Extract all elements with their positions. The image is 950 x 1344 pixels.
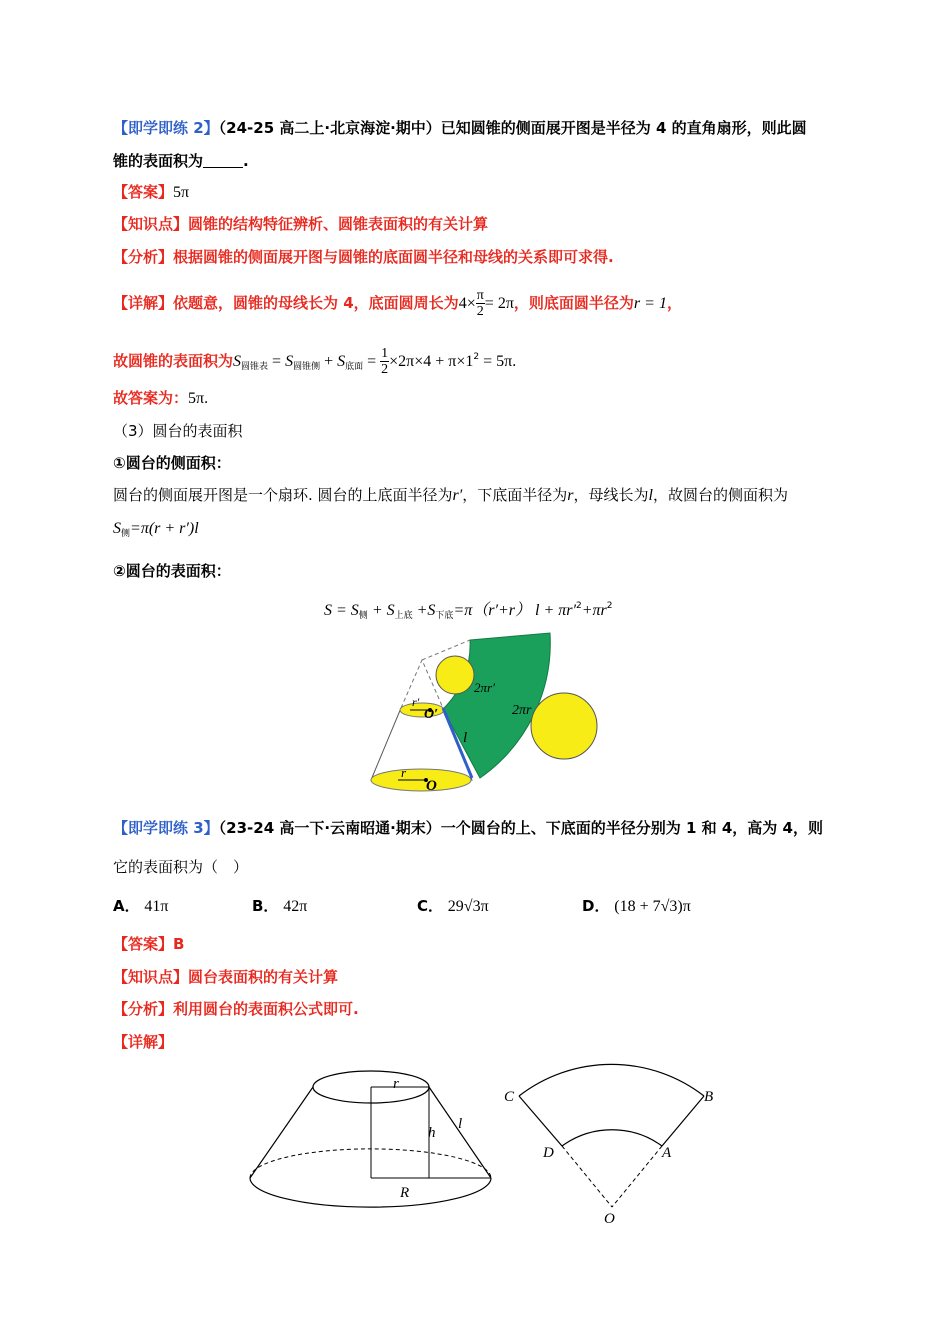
label-h: h <box>428 1125 436 1141</box>
left-slant <box>250 1087 313 1178</box>
option-d-key: D． <box>582 897 610 915</box>
square: 2 <box>473 352 480 362</box>
ex2-question-text: 已知圆锥的侧面展开图是半径为 4 的直角扇形，则此圆 <box>440 119 807 137</box>
ex2-period: . <box>243 152 249 170</box>
ex2-detail-line1 <box>113 288 682 319</box>
label-R: R <box>400 1185 410 1201</box>
plus1: + <box>320 353 338 370</box>
l: l <box>648 487 653 504</box>
ex3-kp-tag: 【知识点】 <box>113 968 189 986</box>
an-text: 根据圆锥的侧面展开图与圆锥的底面圆半径和母线的关系即可求得. <box>173 248 614 266</box>
surf-plus1: + S <box>367 602 395 619</box>
ex3-tag: 【即学即练 3】 <box>113 819 219 837</box>
f2-numerator: 1 <box>381 346 389 361</box>
S-total: S <box>233 353 242 370</box>
ex3-kp-text: 圆台表面积的有关计算 <box>188 968 339 986</box>
sub-side: 侧 <box>121 529 131 539</box>
ex3-an-tag: 【分析】 <box>113 1000 174 1018</box>
eq1: = <box>268 353 286 370</box>
small-circle <box>436 656 474 694</box>
ex2-source: （24-25 高二上·北京海淀·期中） <box>218 119 441 137</box>
right-slant <box>429 1087 491 1178</box>
an-tag: 【分析】 <box>113 248 174 266</box>
answer-tag: 【答案】 <box>113 183 174 201</box>
section-heading: （3）圆台的表面积 <box>113 422 243 440</box>
large-circle <box>531 693 597 759</box>
f1-denominator: 2 <box>476 304 484 319</box>
side-text3: ，母线长为 <box>573 486 649 504</box>
final-end: . <box>204 390 209 407</box>
de1-end: ， <box>666 294 682 312</box>
eq2: = <box>363 353 381 370</box>
r-prime: r′ <box>452 487 463 504</box>
f1-numerator: π <box>476 288 484 303</box>
side-text2: ，下底面半径为 <box>462 486 568 504</box>
ex3-answer-value: B <box>173 935 185 953</box>
option-b[interactable] <box>252 895 307 916</box>
side-area-formula <box>113 518 199 544</box>
de-tag: 【详解】 <box>113 294 174 312</box>
label-l: l <box>463 730 468 746</box>
sub-total: 圆锥表 <box>241 362 269 372</box>
option-b-value: 42π <box>283 898 308 915</box>
f1-result: = 2π <box>484 295 514 312</box>
ex2-question-line1 <box>113 118 807 138</box>
ex3-knowledge-point <box>113 967 338 987</box>
right-side <box>662 1096 704 1146</box>
r-equals-1: r = 1 <box>633 295 667 312</box>
de-text2: 故圆锥的表面积为 <box>113 352 234 370</box>
ex2-final <box>113 388 208 409</box>
S-side: S <box>285 353 294 370</box>
side-formula-rhs: =π(r + r′)l <box>130 520 199 537</box>
frustum-diagram <box>245 1065 495 1215</box>
option-a[interactable] <box>113 895 168 916</box>
sub-base: 底面 <box>345 362 364 372</box>
ex3-question-text: 一个圆台的上、下底面的半径分别为 1 和 4，高为 4，则 <box>440 819 823 837</box>
inner-arc <box>562 1130 662 1146</box>
ex2-tag: 【即学即练 2】 <box>113 119 219 137</box>
side-text1: 圆台的侧面展开图是一个扇环. 圆台的上底面半径为 <box>113 486 453 504</box>
final-pre: 故答案为： <box>113 389 189 407</box>
f2-denominator: 2 <box>381 362 389 377</box>
ex3-question-line1 <box>113 818 823 838</box>
top-dashed-line <box>422 640 470 660</box>
ex2-question-line2 <box>113 151 249 171</box>
option-c-key: C． <box>417 897 444 915</box>
sq1: 2 <box>576 601 582 611</box>
final-value: 5π <box>188 390 205 407</box>
option-d-value: (18 + 7√3)π <box>614 898 691 915</box>
label-2pir-prime: 2πr′ <box>474 680 495 695</box>
label-r: r <box>401 765 407 780</box>
ex3-answer-tag: 【答案】 <box>113 935 174 953</box>
r: r <box>567 487 574 504</box>
kp-text: 圆锥的结构特征辨析、圆锥表面积的有关计算 <box>188 215 489 233</box>
right-dashed <box>612 1146 662 1207</box>
surf-plus2: +S <box>412 602 436 619</box>
half-fraction <box>380 346 389 377</box>
option-a-value: 41π <box>144 898 169 915</box>
side-area-title: ①圆台的侧面积： <box>113 454 231 472</box>
sq2: 2 <box>606 601 613 611</box>
left-side <box>519 1096 562 1146</box>
ex2-detail-line2 <box>113 342 516 382</box>
surf-sub2: 上底 <box>394 611 413 621</box>
sub-side: 圆锥侧 <box>293 362 321 372</box>
surf-sub3: 下底 <box>435 611 454 621</box>
answer-blank <box>203 153 243 168</box>
ex3-detail-tag: 【详解】 <box>113 1033 174 1051</box>
label-l: l <box>458 1116 463 1132</box>
label-B: B <box>704 1089 714 1105</box>
option-c[interactable] <box>417 895 489 916</box>
outer-arc <box>519 1064 704 1096</box>
ex2-question-text2: 锥的表面积为 <box>113 152 204 170</box>
ex3-answer <box>113 934 184 954</box>
f2-end: = 5π. <box>479 353 517 370</box>
left-dashed <box>562 1146 612 1207</box>
side-area-text <box>113 485 788 506</box>
surf-rhs2: +πr <box>581 602 607 619</box>
ex3-question-line2: 它的表面积为（ ） <box>113 858 249 876</box>
kp-tag: 【知识点】 <box>113 215 189 233</box>
label-r-prime: r′ <box>412 695 420 709</box>
side-text4: ，故圆台的侧面积为 <box>653 486 789 504</box>
bottom-front-arc <box>250 1178 491 1207</box>
ex2-answer <box>113 182 189 203</box>
de-text1b: ，则底面圆半径为 <box>513 294 634 312</box>
apex-dashed-lines <box>401 660 443 708</box>
label-O-prime: O′ <box>424 707 439 722</box>
surf-sub1: 侧 <box>358 611 368 621</box>
ex3-analysis <box>113 999 359 1019</box>
ex3-an-text: 利用圆台的表面积公式即可. <box>173 1000 359 1018</box>
surface-area-formula <box>324 596 613 626</box>
surface-area-title: ②圆台的表面积： <box>113 562 231 580</box>
sector-ring-diagram <box>500 1065 725 1230</box>
answer-value: 5π <box>173 184 190 201</box>
ex2-knowledge-point <box>113 214 488 234</box>
label-C: C <box>504 1089 515 1105</box>
pi-over-2-fraction <box>476 288 485 319</box>
surf-S: S = S <box>324 602 359 619</box>
label-O: O <box>426 778 437 794</box>
label-r: r <box>393 1076 399 1092</box>
f1-four: 4× <box>458 295 476 312</box>
S: S <box>113 520 121 537</box>
S-base: S <box>337 353 346 370</box>
de-text1: 依题意，圆锥的母线长为 4，底面圆周长为 <box>173 294 459 312</box>
ex3-source: （23-24 高一下·云南昭通·期末） <box>218 819 441 837</box>
option-b-key: B． <box>252 897 279 915</box>
option-a-key: A． <box>113 897 140 915</box>
option-d[interactable] <box>582 895 691 916</box>
label-2pir: 2πr <box>512 703 532 718</box>
label-D: D <box>543 1145 554 1161</box>
option-c-value: 29√3π <box>447 898 489 915</box>
surf-rhs: =π（r′+r） l + πr′ <box>453 602 576 619</box>
frustum-net-figure <box>340 630 610 800</box>
label-O: O <box>604 1211 615 1227</box>
f2-rest: ×2π×4 + π×1 <box>389 353 474 370</box>
label-A: A <box>662 1145 672 1161</box>
ex2-analysis <box>113 247 614 267</box>
